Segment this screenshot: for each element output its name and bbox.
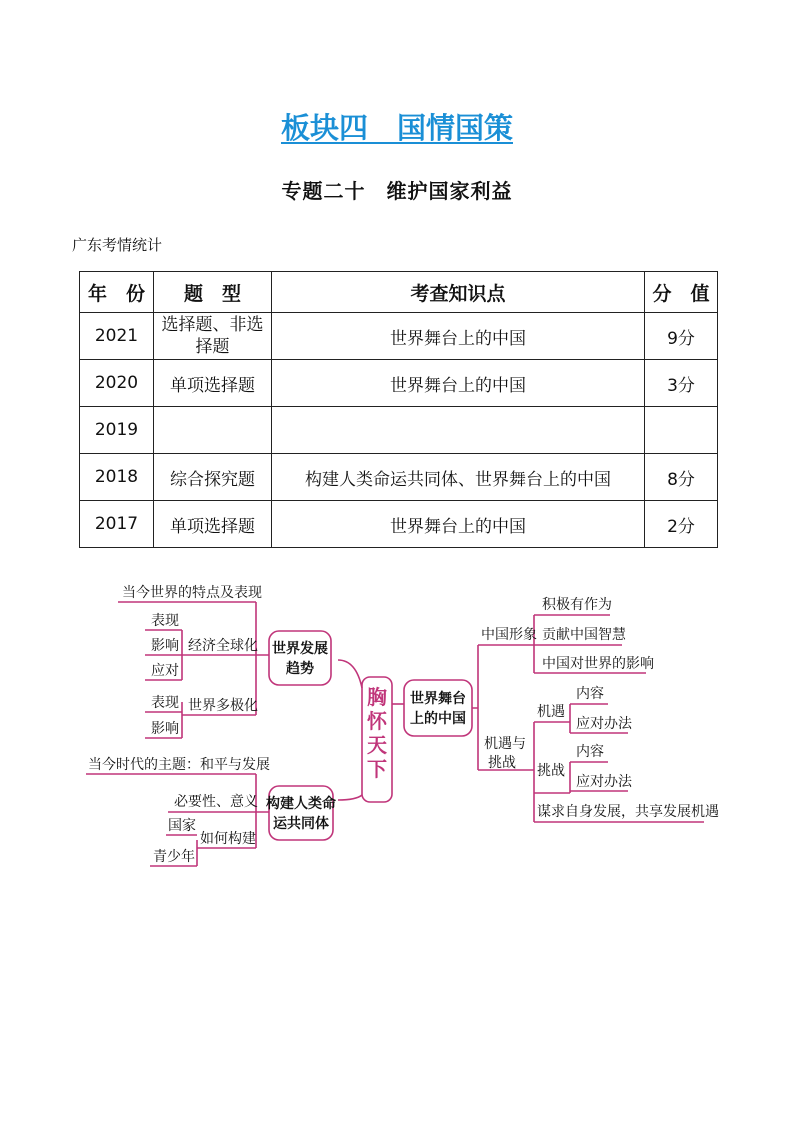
table-row: [80, 407, 718, 454]
leaf-chance-item-2: 应对办法: [576, 716, 632, 732]
leaf-glob-item-1: 表现: [151, 613, 179, 629]
leaf-multipolar: 世界多极化: [188, 698, 258, 714]
header-score: 分 值: [645, 272, 718, 313]
cell-score: 8分: [645, 454, 718, 501]
leaf-multi-item-2: 影响: [151, 721, 179, 737]
center-char-3: 天: [367, 733, 387, 757]
node-community-line1: 构建人类命: [266, 796, 336, 812]
cell-point: [272, 407, 645, 454]
cell-year: 2018: [80, 454, 154, 501]
node-stage-line1: 世界舞台: [410, 691, 466, 707]
mind-map: [0, 560, 794, 880]
cell-type: 选择题、非选择题: [154, 313, 272, 360]
leaf-image-item-3: 中国对世界的影响: [542, 656, 654, 672]
leaf-how-item-2: 青少年: [153, 849, 195, 865]
leaf-opportunity-line2: 挑战: [488, 755, 516, 771]
leaf-globalization: 经济全球化: [188, 638, 258, 654]
cell-year: 2021: [80, 313, 154, 360]
leaf-chance: 机遇: [537, 704, 565, 720]
leaf-theme: 当今时代的主题：和平与发展: [88, 757, 270, 773]
node-trend-line1: 世界发展: [272, 641, 328, 657]
leaf-features: 当今世界的特点及表现: [122, 585, 262, 601]
cell-year: 2017: [80, 501, 154, 548]
center-char-1: 胸: [367, 685, 387, 709]
leaf-image: 中国形象: [481, 627, 537, 643]
exam-stats-table: [79, 271, 718, 548]
leaf-challenge-item-1: 内容: [576, 744, 604, 760]
table-row: [80, 360, 718, 407]
node-stage-line2: 上的中国: [410, 711, 466, 727]
cell-point: 世界舞台上的中国: [272, 313, 645, 360]
leaf-challenge: 挑战: [537, 763, 565, 779]
leaf-challenge-item-2: 应对办法: [576, 774, 632, 790]
table-row: [80, 454, 718, 501]
table-header-row: [80, 272, 718, 313]
leaf-glob-item-3: 应对: [151, 663, 179, 679]
leaf-how-item-1: 国家: [168, 818, 196, 834]
leaf-glob-item-2: 影响: [151, 638, 179, 654]
leaf-multi-item-1: 表现: [151, 695, 179, 711]
node-trend-line2: 趋势: [286, 661, 314, 677]
cell-score: 9分: [645, 313, 718, 360]
main-title-text: 板块四 国情国策: [280, 111, 513, 145]
stats-label: 广东考情统计: [72, 236, 163, 254]
sub-title: 专题二十 维护国家利益: [281, 179, 513, 203]
table-row: [80, 501, 718, 548]
node-community-line2: 运共同体: [273, 816, 329, 832]
leaf-chance-item-1: 内容: [576, 686, 604, 702]
cell-point: 世界舞台上的中国: [272, 501, 645, 548]
cell-type: 综合探究题: [154, 454, 272, 501]
header-year: 年 份: [80, 272, 154, 313]
main-title: [0, 106, 794, 147]
cell-type: 单项选择题: [154, 360, 272, 407]
cell-type: [154, 407, 272, 454]
cell-score: [645, 407, 718, 454]
cell-point: 构建人类命运共同体、世界舞台上的中国: [272, 454, 645, 501]
cell-score: 2分: [645, 501, 718, 548]
center-char-4: 下: [367, 757, 387, 781]
cell-year: 2020: [80, 360, 154, 407]
leaf-image-item-2: 贡献中国智慧: [542, 627, 626, 643]
center-char-2: 怀: [367, 709, 387, 733]
leaf-seek: 谋求自身发展，共享发展机遇: [537, 804, 719, 820]
cell-type: 单项选择题: [154, 501, 272, 548]
cell-score: 3分: [645, 360, 718, 407]
table-row: [80, 313, 718, 360]
leaf-how: 如何构建: [200, 831, 256, 847]
leaf-opportunity-line1: 机遇与: [484, 736, 526, 752]
leaf-necessity: 必要性、意义: [174, 794, 258, 810]
cell-point: 世界舞台上的中国: [272, 360, 645, 407]
header-type: 题 型: [154, 272, 272, 313]
cell-year: 2019: [80, 407, 154, 454]
leaf-image-item-1: 积极有作为: [542, 597, 612, 613]
header-point: 考查知识点: [272, 272, 645, 313]
